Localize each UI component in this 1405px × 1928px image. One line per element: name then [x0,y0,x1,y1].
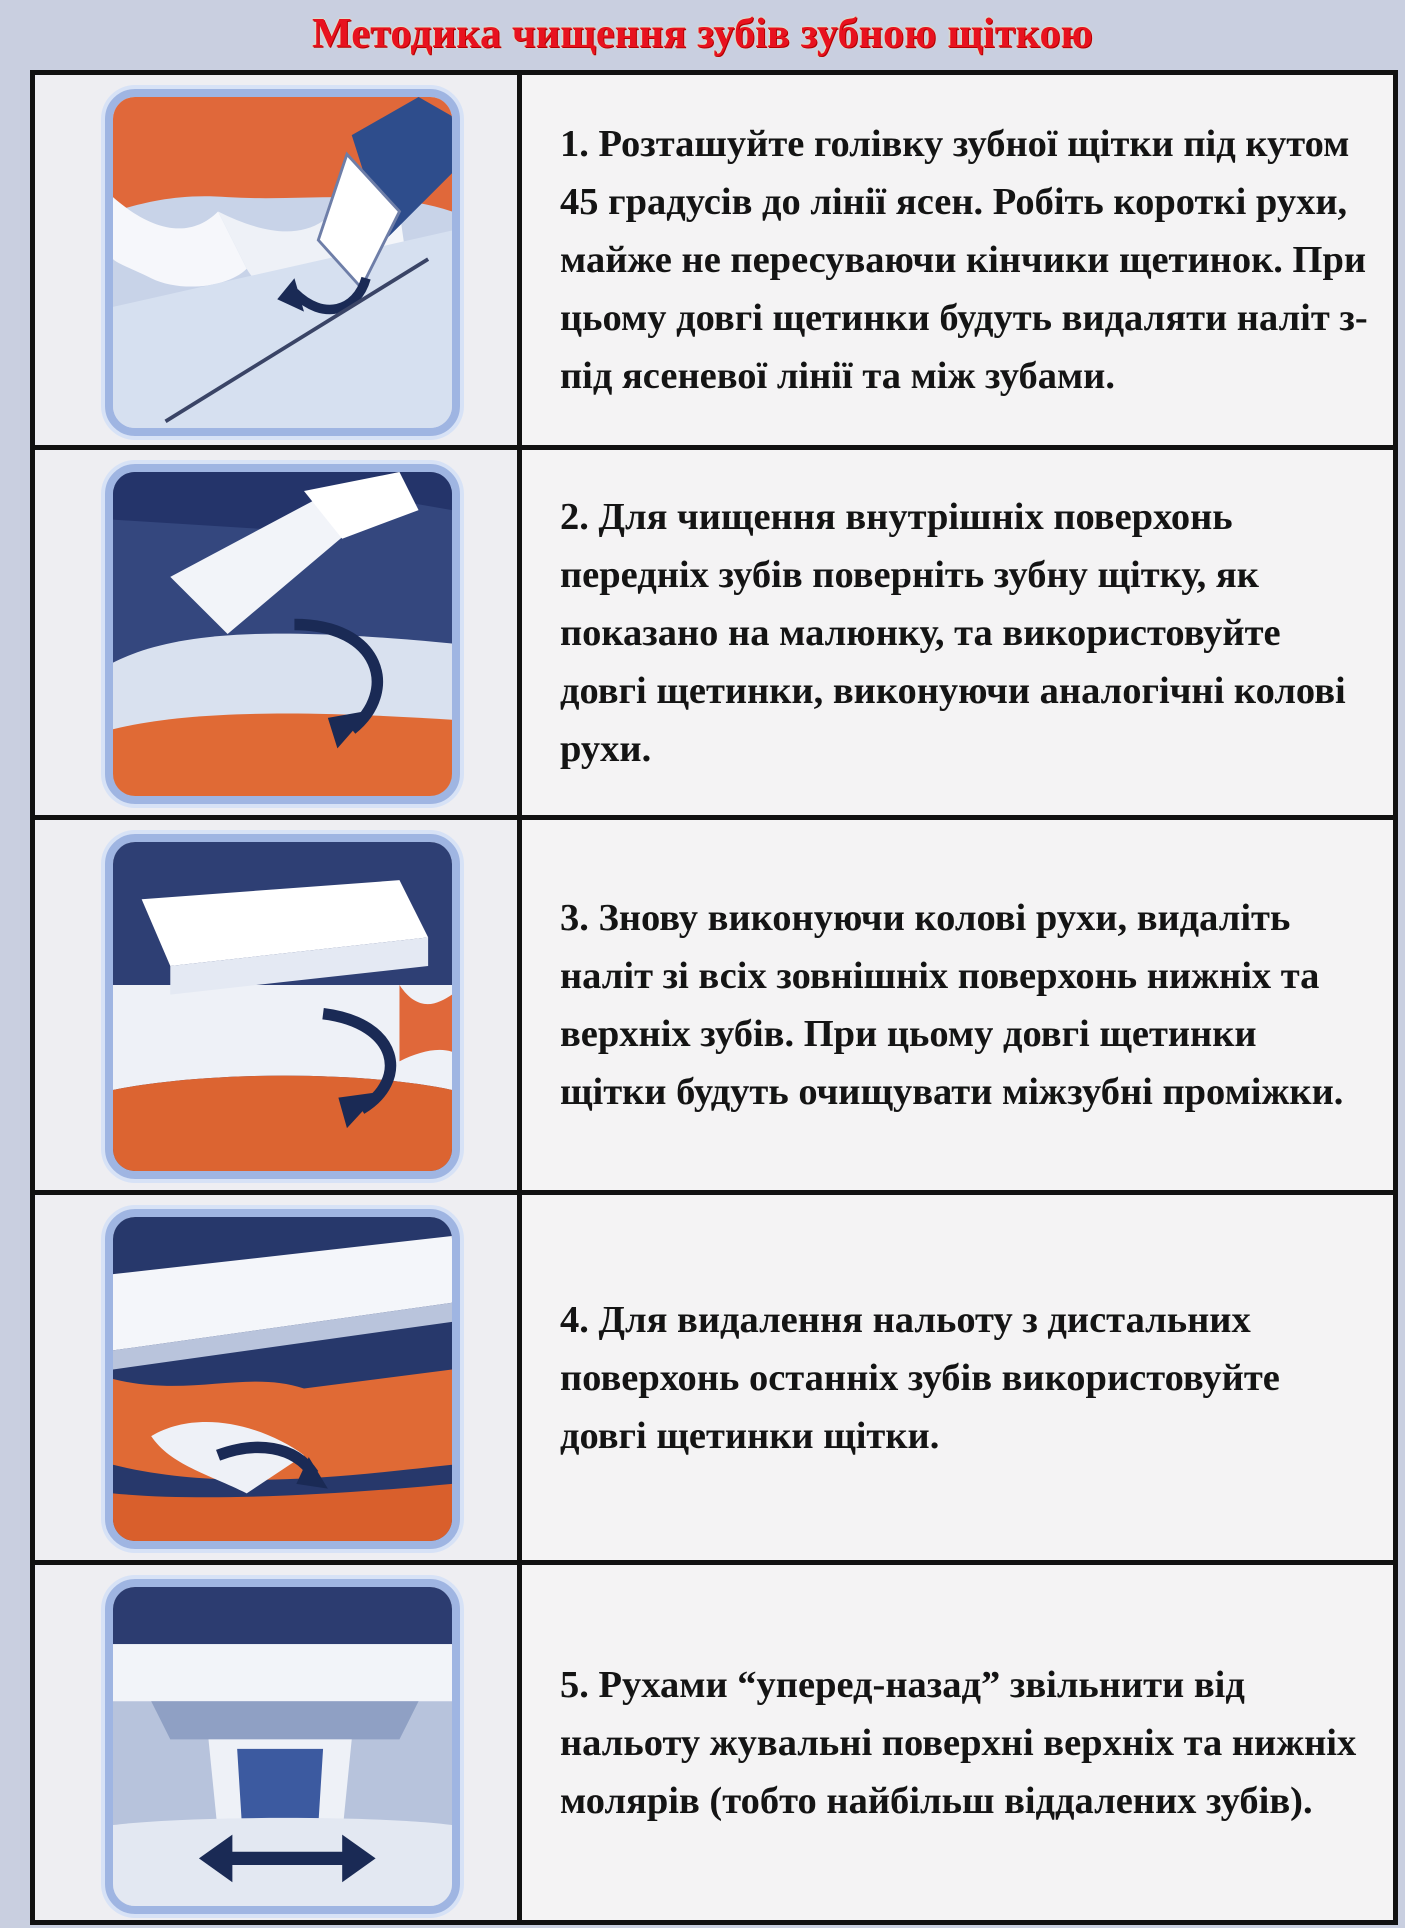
step-3-text-cell [522,820,1393,1190]
step-4-number: 4. [560,1298,589,1341]
toothbrush-outer-surface-icon [105,834,460,1179]
step-3-image-cell [35,820,522,1190]
step-row-3 [35,820,1393,1195]
page-title: Методика чищення зубів зубною щіткою [312,11,1093,57]
step-4-text-cell [522,1195,1393,1560]
step-4-text: Для видалення нальоту з дистальних поверхонь останніх зубів використовуйте довгі щетинки щітки. [560,1298,1280,1457]
step-row-5 [35,1565,1393,1920]
step-5-number: 5. [560,1663,589,1706]
toothbrush-inner-surface-icon [105,464,460,804]
step-row-2 [35,450,1393,820]
step-2-number: 2. [560,495,589,538]
steps-table [30,70,1398,1925]
step-2-text: Для чищення внутрішніх поверхонь передніх зубів поверніть зубну щітку, як показано на малюнку, та використовуйте довгі щетинки, виконуючи аналогічні колові рухи. [560,495,1346,770]
step-5-text: Рухами “уперед-назад” звільнити від нальоту жувальні поверхні верхніх та нижніх молярів (тобто найбільш віддалених зубів). [560,1663,1357,1822]
step-5-image-cell [35,1565,522,1920]
step-row-4 [35,1195,1393,1565]
step-1-number: 1. [560,123,589,165]
step-2-image-cell [35,450,522,815]
step-1-text: Розташуйте голівку зубної щітки під кутом 45 градусів до лінії ясен. Робіть короткі рухи, майже не пересуваючи кінчики щетинок. При цьому довгі щетинки будуть видаляти наліт з-під ясеневої лінії та між зубами. [560,123,1368,397]
step-5-text-cell [522,1565,1393,1920]
step-3-number: 3. [560,897,589,939]
toothbrush-distal-surface-icon [105,1209,460,1549]
toothbrush-back-forth-icon [105,1579,460,1914]
step-row-1 [35,75,1393,450]
toothbrush-45-degree-icon [105,89,460,436]
step-4-image-cell [35,1195,522,1560]
step-2-text-cell [522,450,1393,815]
step-1-text-cell [522,75,1393,445]
step-1-image-cell [35,75,522,445]
step-3-text: Знову виконуючи колові рухи, видаліть наліт зі всіх зовнішніх поверхонь нижніх та верхніх зубів. При цьому довгі щетинки щітки будуть очищувати міжзубні проміжки. [560,897,1344,1113]
